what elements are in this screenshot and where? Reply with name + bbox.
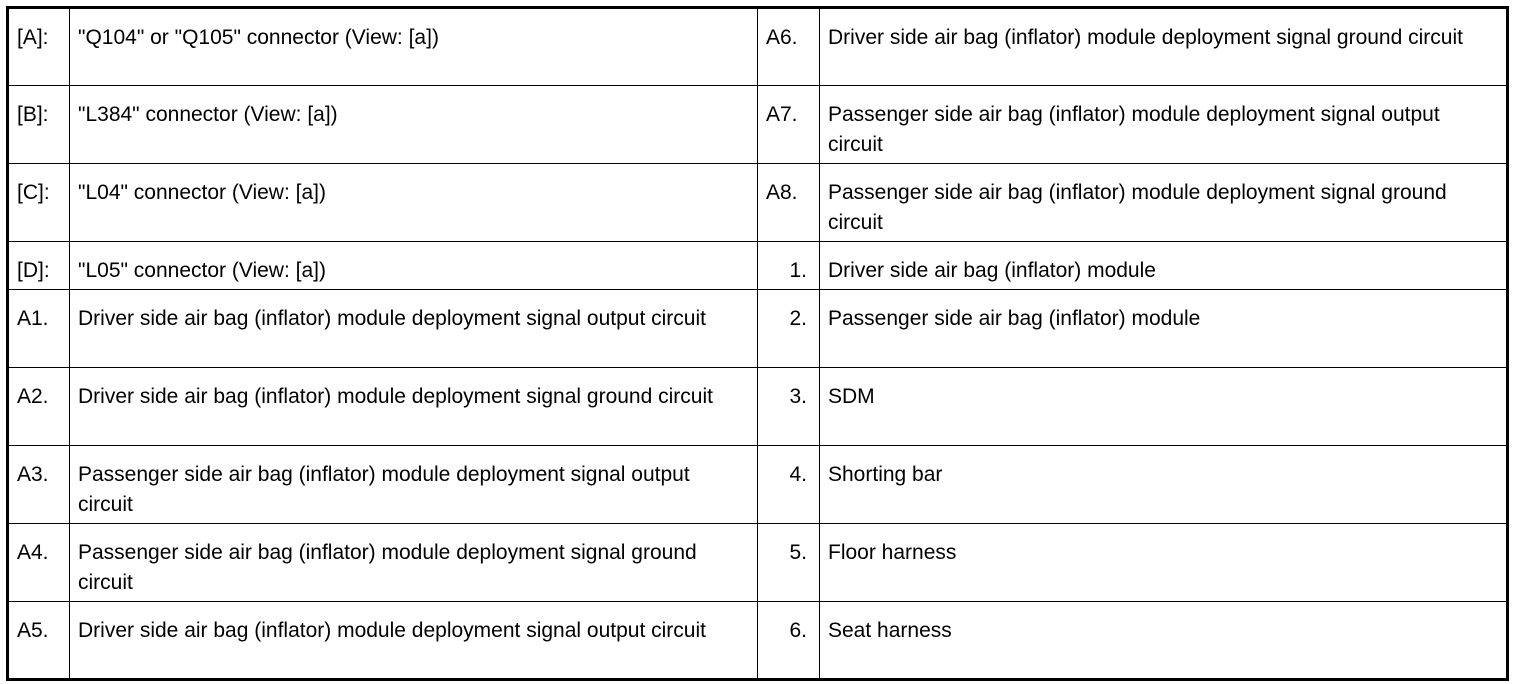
legend-description: "L04" connector (View: [a]) (70, 164, 758, 242)
legend-description: Passenger side air bag (inflator) module deployment signal ground circuit (70, 524, 758, 602)
legend-description: SDM (820, 368, 1508, 446)
legend-description: Shorting bar (820, 446, 1508, 524)
legend-description: Driver side air bag (inflator) module deployment signal ground circuit (820, 8, 1508, 86)
legend-key: 4. (758, 446, 820, 524)
legend-description: Driver side air bag (inflator) module deployment signal output circuit (70, 602, 758, 680)
legend-key: A4. (8, 524, 70, 602)
legend-description: Driver side air bag (inflator) module deployment signal output circuit (70, 290, 758, 368)
table-row (8, 524, 1508, 602)
legend-description: "L05" connector (View: [a]) (70, 242, 758, 290)
legend-key: A3. (8, 446, 70, 524)
legend-description: Passenger side air bag (inflator) module deployment signal output circuit (820, 86, 1508, 164)
legend-key: [C]: (8, 164, 70, 242)
legend-description: Passenger side air bag (inflator) module deployment signal output circuit (70, 446, 758, 524)
legend-description: Passenger side air bag (inflator) module (820, 290, 1508, 368)
legend-description: "L384" connector (View: [a]) (70, 86, 758, 164)
legend-key: 2. (758, 290, 820, 368)
table-row (8, 86, 1508, 164)
legend-description: Floor harness (820, 524, 1508, 602)
table-row (8, 8, 1508, 86)
legend-key: A1. (8, 290, 70, 368)
legend-key: A6. (758, 8, 820, 86)
legend-key: 5. (758, 524, 820, 602)
legend-description: Driver side air bag (inflator) module (820, 242, 1508, 290)
table-row (8, 368, 1508, 446)
legend-description: Driver side air bag (inflator) module deployment signal ground circuit (70, 368, 758, 446)
table-row (8, 602, 1508, 680)
legend-key: A7. (758, 86, 820, 164)
table-row (8, 446, 1508, 524)
legend-key: [B]: (8, 86, 70, 164)
legend-key: 3. (758, 368, 820, 446)
legend-key: A2. (8, 368, 70, 446)
table-row (8, 290, 1508, 368)
legend-key: A5. (8, 602, 70, 680)
legend-key: [D]: (8, 242, 70, 290)
legend-key: 1. (758, 242, 820, 290)
legend-description: Seat harness (820, 602, 1508, 680)
table-row (8, 242, 1508, 290)
legend-key: [A]: (8, 8, 70, 86)
legend-description: "Q104" or "Q105" connector (View: [a]) (70, 8, 758, 86)
legend-description: Passenger side air bag (inflator) module deployment signal ground circuit (820, 164, 1508, 242)
legend-key: A8. (758, 164, 820, 242)
table-row (8, 164, 1508, 242)
legend-key: 6. (758, 602, 820, 680)
legend-table (6, 6, 1509, 681)
